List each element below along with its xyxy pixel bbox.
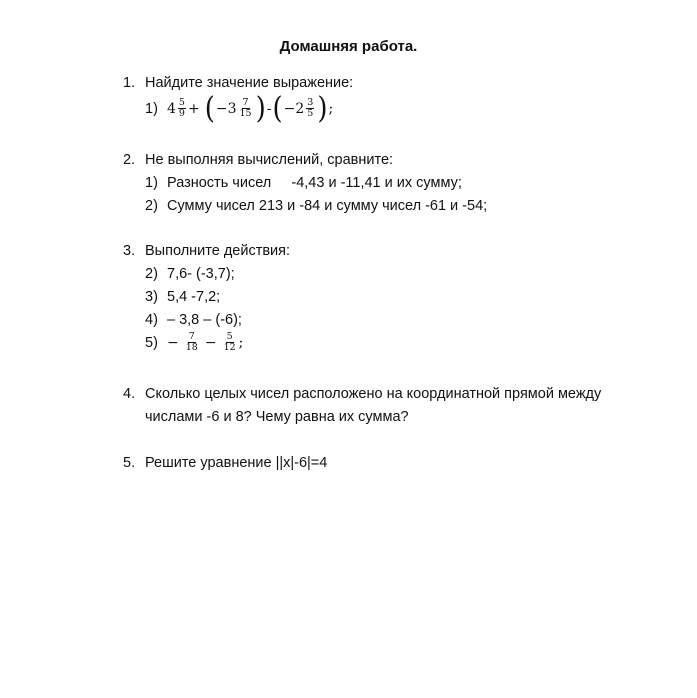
item5-fraction-2 (223, 332, 237, 353)
task-3-item-4-number: 4) (145, 312, 158, 328)
task-5 (123, 455, 327, 471)
task-3-item-2-text: 7,6- (-3,7); (167, 266, 235, 282)
task-2-item-2-number: 2) (145, 198, 158, 214)
expr-fraction-2-numerator: 7 (242, 97, 249, 108)
task-4-text-line-2: числами -6 и 8? Чему равна их сумма? (145, 409, 409, 425)
task-2-number: 2. (123, 152, 136, 168)
expr-whole-3: −2 (283, 100, 305, 117)
task-2 (123, 152, 393, 168)
task-1 (123, 75, 353, 91)
task-4-continuation (145, 409, 409, 425)
task-2-item-1 (145, 175, 462, 191)
expr-close-paren-2: ) (317, 91, 328, 126)
expr-operator-1: + (187, 100, 200, 117)
task-1-text: Найдите значение выражение: (145, 75, 354, 91)
task-3-text: Выполните действия: (145, 243, 291, 259)
task-1-item-1 (145, 91, 334, 126)
expr-fraction-1-denominator: 9 (178, 108, 185, 119)
expr-open-paren-1: ( (204, 91, 215, 126)
expr-fraction-1-numerator: 5 (178, 97, 185, 108)
task-3-item-4 (145, 312, 242, 328)
task-3-number: 3. (123, 243, 136, 259)
expr-fraction-3-denominator: 5 (307, 108, 314, 119)
task-3-item-2 (145, 266, 235, 282)
item5-end: ; (238, 334, 244, 351)
task-2-item-1-number: 1) (145, 175, 158, 191)
item5-fraction-2-denominator: 12 (223, 342, 236, 353)
task-2-text: Не выполняя вычислений, сравните: (145, 152, 394, 168)
expr-end: ; (328, 100, 334, 117)
task-3-item-5-number: 5) (145, 334, 158, 351)
task-4-number: 4. (123, 386, 136, 402)
expr-whole-1: 4 (167, 100, 176, 117)
task-3-item-5 (145, 332, 243, 353)
task-1-number: 1. (123, 75, 136, 91)
expr-open-paren-2: ( (272, 91, 283, 126)
task-4 (123, 386, 601, 402)
item5-fraction-1 (185, 332, 199, 353)
task-5-number: 5. (123, 455, 136, 471)
task-4-text-line-1: Сколько целых чисел расположено на координатной прямой между (145, 386, 602, 402)
task-2-item-2-text: Сумму чисел 213 и -84 и сумму чисел -61 и -54; (167, 198, 488, 214)
expr-operator-2: - (266, 100, 272, 117)
task-2-item-2 (145, 198, 487, 214)
expr-fraction-3-numerator: 3 (307, 97, 314, 108)
expr-fraction-2-denominator: 15 (239, 108, 252, 119)
item5-minus-1: − (167, 334, 179, 351)
item5-fraction-1-denominator: 18 (185, 342, 198, 353)
expr-whole-2: −3 (215, 100, 237, 117)
item5-fraction-1-numerator: 7 (188, 331, 195, 342)
task-5-text: Решите уравнение ||x|-6|=4 (145, 455, 328, 471)
item5-minus-2: − (204, 334, 217, 351)
task-3-item-4-text: – 3,8 – (-6); (167, 312, 242, 328)
task-3-item-3 (145, 289, 220, 305)
task-3-item-5-expression (167, 332, 243, 353)
task-3-item-3-text: 5,4 -7,2; (167, 289, 221, 305)
task-3-item-3-number: 3) (145, 289, 158, 305)
expr-fraction-3 (306, 98, 314, 119)
task-3 (123, 243, 290, 259)
task-2-item-1-text: Разность чисел -4,43 и -11,41 и их сумму; (167, 175, 462, 191)
expr-fraction-1 (178, 98, 186, 119)
task-1-item-1-number: 1) (145, 100, 158, 117)
expr-fraction-2 (239, 98, 253, 119)
task-1-expression (167, 91, 334, 126)
page-title: Домашняя работа. (279, 38, 418, 55)
expr-close-paren-1: ) (255, 91, 266, 126)
task-3-item-2-number: 2) (145, 266, 158, 282)
item5-fraction-2-numerator: 5 (226, 331, 233, 342)
